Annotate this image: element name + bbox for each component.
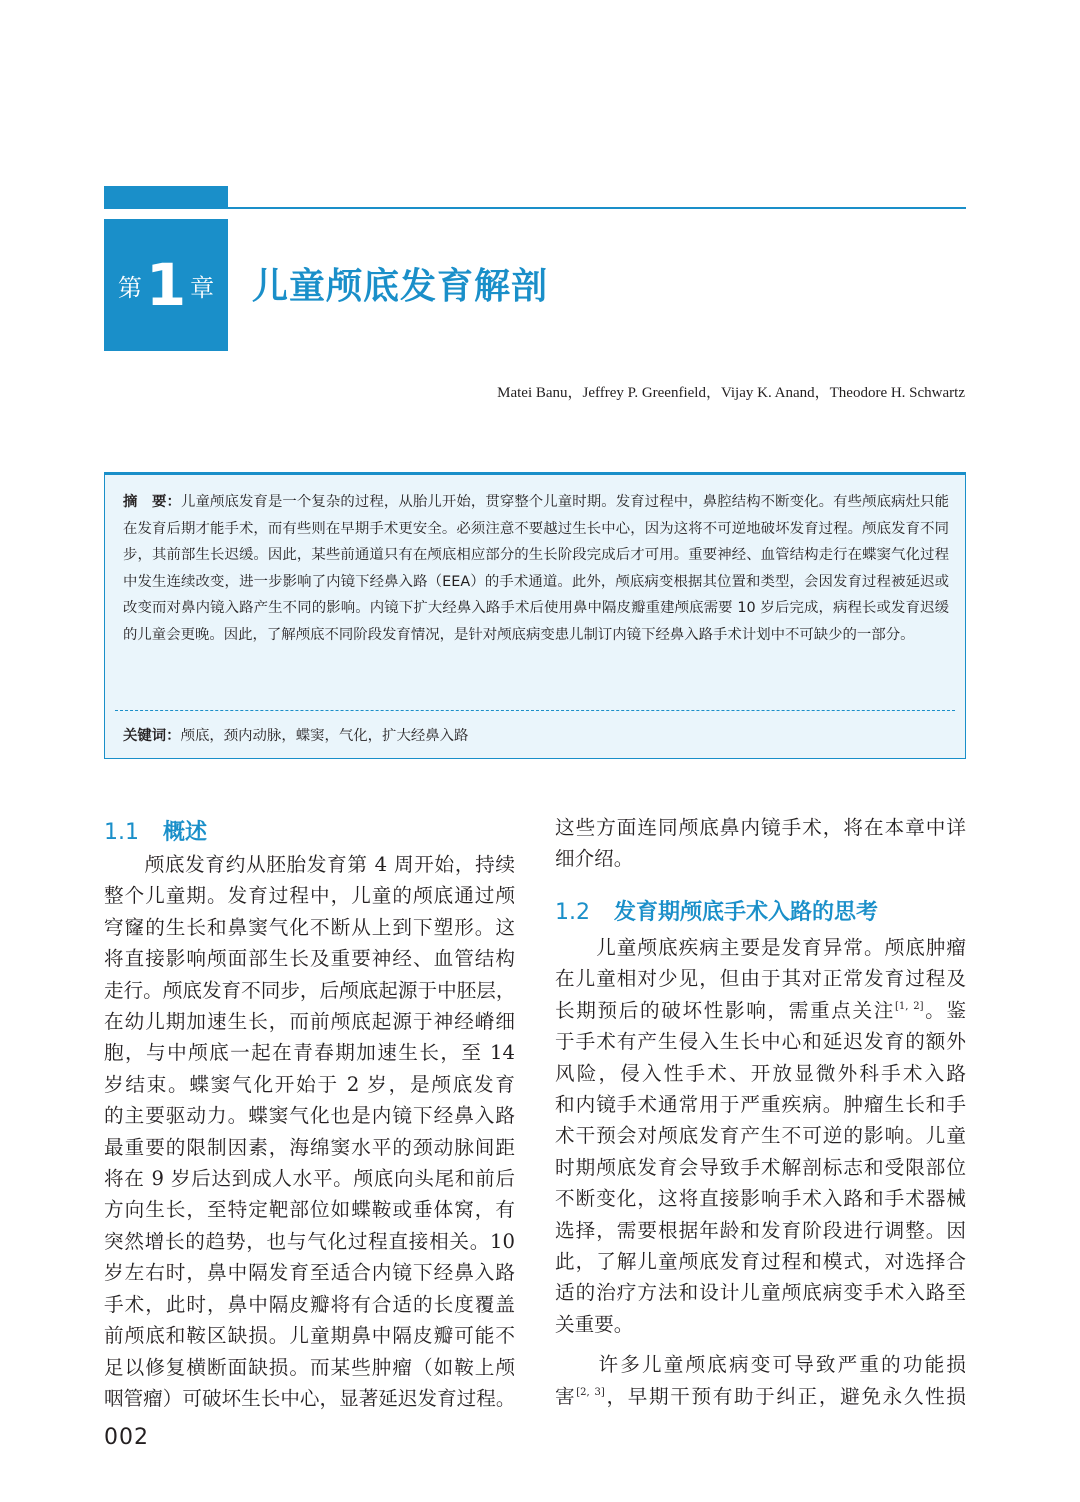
text-line: 术干预会对颅底发育产生不可逆的影响。儿童 — [555, 1124, 966, 1148]
abstract-paragraph — [123, 489, 949, 649]
chapter-prefix: 第 — [117, 273, 142, 302]
section-heading-1-1 — [104, 815, 207, 846]
abstract-text: 儿童颅底发育是一个复杂的过程，从胎儿开始，贯穿整个儿童时期。发育过程中，鼻腔结构不断变化。有些颅底病灶只能在发育后期才能手术，而有些则在早期手术更安全。必须注意不要越过生长中心，因为这将不可逆地破坏发育过程。颅底发育不同步，其前部生长迟缓。因此，某些前通道只有在颅底相应部分的生长阶段完成后才可用。重要神经、血管结构走行在蝶窦气化过程中发生连续改变，进一步影响了内镜下经鼻入路（EEA）的手术通道。此外，颅底病变根据其位置和类型，会因发育过程被延迟或改变而对鼻内镜入路产生不同的影响。内镜下扩大经鼻入路手术后使用鼻中隔皮瓣重建颅底需要 10 岁后完成，病程长或发育迟缓的儿童会更晚。因此，了解颅底不同阶段发育情况，是针对颅底病变患儿制订内镜下经鼻入路手术计划中不可缺少的一部分。 — [123, 494, 949, 643]
text-line: 最重要的限制因素，海绵窦水平的颈动脉间距 — [104, 1135, 515, 1159]
text-segment: 害 — [555, 1384, 577, 1408]
text-line: 细介绍。 — [555, 847, 634, 871]
text-line: 方向生长，至特定靶部位如蝶鞍或垂体窝，有 — [104, 1198, 515, 1222]
chapter-number: 1 — [145, 251, 187, 319]
section-title: 概述 — [163, 820, 208, 845]
citation: [2, 3] — [576, 1386, 605, 1398]
text-line: 将直接影响颅面部生长及重要神经、血管结构 — [104, 947, 515, 971]
text-segment: 。鉴 — [923, 998, 967, 1022]
text-line: 足以修复横断面缺损。而某些肿瘤（如鞍上颅 — [104, 1355, 515, 1379]
text-line: 关重要。 — [555, 1312, 634, 1336]
chapter-tab-decoration — [104, 186, 228, 208]
text-line: 在幼儿期加速生长，而前颅底起源于神经嵴细 — [104, 1010, 515, 1034]
text-line: 风险，侵入性手术、开放显微外科手术入路 — [555, 1061, 966, 1085]
section-heading-1-2 — [555, 895, 878, 926]
right-column-top-text — [555, 812, 966, 875]
authors: Matei Banu，Jeffrey P. Greenfield，Vijay K. Anand，Theodore H. Schwartz — [497, 385, 965, 401]
text-line: 在儿童相对少见，但由于其对正常发育过程及 — [555, 967, 966, 991]
citation: [1, 2] — [894, 1000, 924, 1012]
text-line: 突然增长的趋势，也与气化过程直接相关。10 — [104, 1229, 515, 1253]
text-line: 选择，需要根据年龄和发育阶段进行调整。因 — [555, 1218, 966, 1242]
text-line: 此，了解儿童颅底发育过程和模式，对选择合 — [555, 1250, 966, 1274]
text-line: 手术，此时，鼻中隔皮瓣将有合适的长度覆盖 — [104, 1292, 515, 1316]
text-line: 的主要驱动力。蝶窦气化也是内镜下经鼻入路 — [104, 1104, 515, 1128]
text-line: 岁结束。蝶窦气化开始于 2 岁，是颅底发育 — [104, 1072, 515, 1096]
text-line: 穹窿的生长和鼻窦气化不断从上到下塑形。这 — [104, 915, 515, 939]
page-number: 002 — [104, 1425, 149, 1450]
text-line: 颅底发育约从胚胎发育第 4 周开始，持续 — [104, 853, 515, 876]
right-column-text — [555, 932, 966, 1412]
text-line — [555, 1381, 966, 1412]
text-line: 走行。颅底发育不同步，后颅底起源于中胚层， — [104, 978, 516, 1002]
text-line: 时期颅底发育会导致手术解剖标志和受限部位 — [555, 1155, 966, 1179]
text-line: 适的治疗方法和设计儿童颅底病变手术入路至 — [555, 1281, 966, 1305]
text-line: 前颅底和鞍区缺损。儿童期鼻中隔皮瓣可能不 — [104, 1324, 515, 1348]
text-line: 岁左右时，鼻中隔发育至适合内镜下经鼻入路 — [104, 1261, 515, 1285]
text-line: 将在 9 岁后达到成人水平。颅底向头尾和前后 — [104, 1167, 515, 1191]
text-line — [555, 995, 966, 1026]
text-line: 和内镜手术通常用于严重疾病。肿瘤生长和手 — [555, 1093, 966, 1117]
chapter-header-rule — [104, 207, 966, 209]
chapter-number-box — [104, 219, 228, 351]
chapter-title: 儿童颅底发育解剖 — [252, 266, 549, 307]
keywords-label: 关键词： — [123, 728, 181, 744]
abstract-box — [104, 472, 966, 759]
text-line: 这些方面连同颅底鼻内镜手术，将在本章中详 — [555, 816, 966, 839]
abstract-divider — [115, 710, 955, 711]
left-column-text — [104, 849, 515, 1414]
keywords-line — [123, 724, 468, 745]
text-line: 胞，与中颅底一起在青春期加速生长，至 14 — [104, 1041, 515, 1065]
text-segment: ，早期干预有助于纠正，避免永久性损 — [604, 1384, 967, 1408]
text-segment: 长期预后的破坏性影响，需重点关注 — [555, 998, 895, 1022]
keywords-text: 颅底，颈内动脉，蝶窦，气化，扩大经鼻入路 — [180, 728, 469, 744]
text-line: 于手术有产生侵入生长中心和延迟发育的额外 — [555, 1030, 966, 1054]
text-line: 咽管瘤）可破坏生长中心，显著延迟发育过程。 — [104, 1386, 516, 1410]
text-line: 许多儿童颅底病变可导致严重的功能损 — [555, 1353, 966, 1377]
text-line: 不断变化，这将直接影响手术入路和手术器械 — [555, 1187, 966, 1211]
text-line: 整个儿童期。发育过程中，儿童的颅底通过颅 — [104, 884, 515, 908]
chapter-suffix: 章 — [190, 273, 215, 302]
section-number: 1.2 — [555, 900, 590, 925]
section-number: 1.1 — [104, 820, 139, 845]
text-line: 儿童颅底疾病主要是发育异常。颅底肿瘤 — [555, 936, 966, 959]
abstract-label: 摘 要： — [123, 494, 181, 510]
section-title: 发育期颅底手术入路的思考 — [614, 900, 879, 925]
